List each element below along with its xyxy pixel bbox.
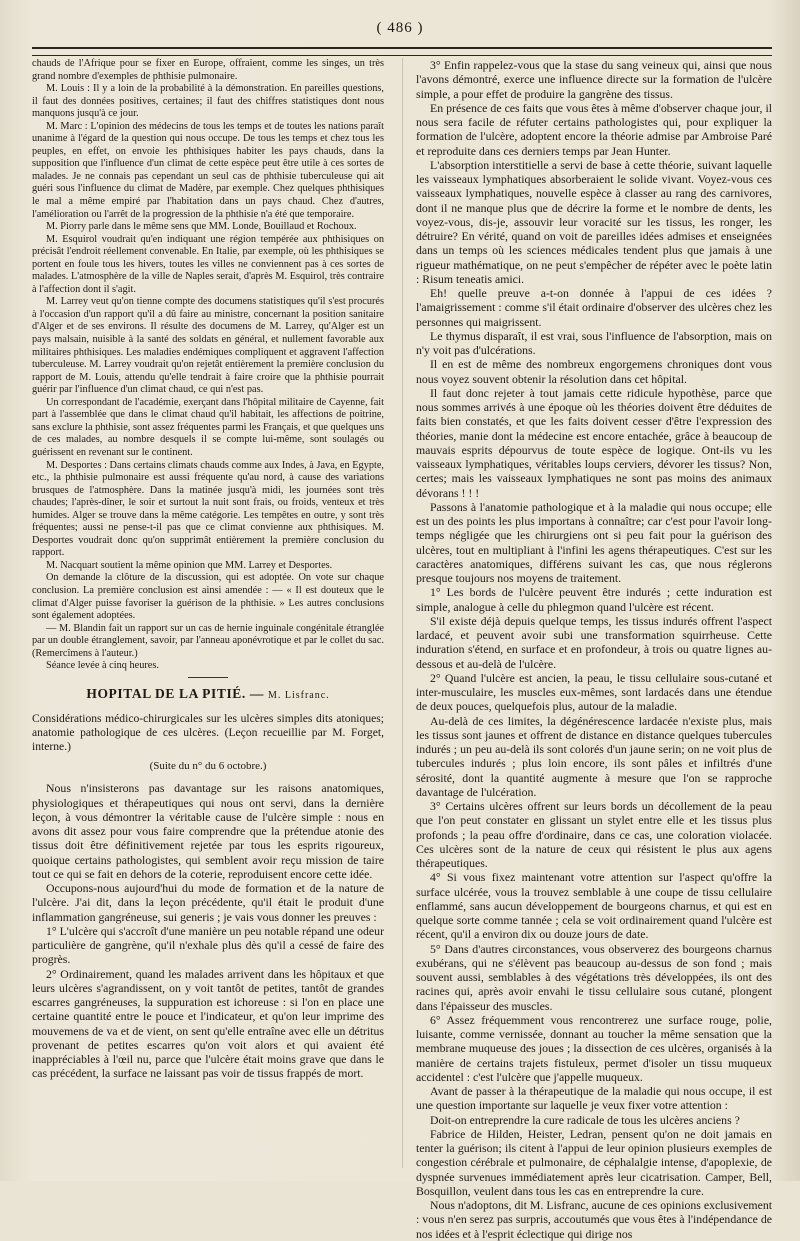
academy-discussion <box>32 58 384 673</box>
paragraph: M. Larrey veut qu'on tienne compte des documens statistiques qu'il s'est procurés à l'occasion d'un rapport qu'il a dû faire au ministre, concernant la position sanitaire d'Alger et de ses environs. Il résulte des documens de M. Larrey, qu'Alger est un pays malsain, nuisible à la santé des soldats en général, et nullement favorable aux militaires phthisiques. Les maladies endémiques compliquent et aggravent l'affection tuberculeuse. M. Larrey voudrait qu'on rejetât entièrement la première conclusion du rapport de M. Louis, attendu qu'elle tendrait à faire croire que la phthisie pourrait guérir par l'influence d'un climat chaud, ce qui n'est pas. <box>32 296 384 396</box>
paragraph: 6° Assez fréquemment vous rencontrerez une surface rouge, polie, luisante, comme vernissée, donnant au toucher la même sensation que la membrane muqueuse des joues ; la dissection de ces ulcères, organisés à la manière de certains trajets fistuleux, permet d'isoler un tissu muqueux accidentel : c'est l'ulcère que j'appelle muqueux. <box>416 1012 772 1084</box>
paragraph: En présence de ces faits que vous êtes à même d'observer chaque jour, il nous sera facile de réfuter certains pathologistes qui, pour expliquer la formation de l'ulcère, adoptent encore la théorie admise par Ambroise Paré et reproduite dans ces derniers temps par Jean Hunter. <box>416 100 772 158</box>
paragraph: Doit-on entreprendre la cure radicale de tous les ulcères anciens ? <box>430 1112 740 1127</box>
paragraph: Avant de passer à la thérapeutique de la maladie qui nous occupe, il est une question importante sur laquelle je veux fixer votre attention : <box>416 1084 772 1113</box>
paragraph: 5° Dans d'autres circonstances, vous observerez des bourgeons charnus exubérans, qui ne s'élèvent pas beaucoup au-dessus de son fond ; mais souvent aussi, semblables à des végétations très développées, ils ont des racines qui, après avoir envahi le tissu cellulaire sous cutané, plongent dans l'épaisseur des muscles. <box>416 941 772 1013</box>
header-rule <box>32 47 772 56</box>
paragraph: 4° Si vous fixez maintenant votre attention sur l'aspect qu'offre la surface ulcérée, vous la trouvez semblable à une coupe de tissu cellulaire enflammé, sans aucun développement de bourgeons charnus, et qui est en quelque sorte comme tannée ; cela se voit ordinairement quand l'ulcère est récent, qu'il a environ dix ou douze jours de date. <box>416 870 772 942</box>
paragraph: M. Louis : Il y a loin de la probabilité à la démonstration. En pareilles questions, il faut des données positives, certaines; il faut des chiffres statistiques dont nous manquons jusqu'à ce jour. <box>32 83 384 120</box>
paragraph: S'il existe déjà depuis quelque temps, les tissus indurés offrent l'aspect lardacé, et peuvent avoir subi une transformation squirrheuse. Cette induration s'étend, en surface et en profondeur, à trois ou quatre lignes au-dessous et au-delà de l'ulcère. <box>416 613 772 671</box>
heading-title: HOPITAL DE LA PITIÉ. — <box>86 685 268 701</box>
article-heading <box>32 686 384 704</box>
paragraph: M. Esquirol voudrait qu'en indiquant une région tempérée aux phthisiques on précisât l'endroit réellement convenable. En Italie, par exemple, où les phthisiques se portent en foule tous les hivers, toutes les villes ne conviennent pas à ces sortes de malades. L'atmosphère de la ville de Naples serait, d'après M. Esquirol, très contraire à l'affection dont il s'agit. <box>32 233 384 295</box>
heading-author: M. Lisfranc. <box>267 689 330 701</box>
paragraph: 2° Ordinairement, quand les malades arrivent dans les hôpitaux et que leurs ulcères s'agrandissent, on y voit tantôt de petites, tantôt de grandes escarres gangréneuses, la suppuration est ichoreuse : si l'on en place une certaine quantité entre le pouce et l'indicateur, et qu'on leur imprime des mouvemens de va et de vient, on sent qu'elle entraîne avec elle un détritus provenant de petites escarres qu'on voit alors et qui avaient été inappréciables à l'œil nu, parce que l'ulcère était moins grave que dans le cas précédent, la surface ne laissant pas voir de tissus frappés de mort. <box>32 966 384 1081</box>
paragraph: Passons à l'anatomie pathologique et à la maladie qui nous occupe; elle est un des points les plus importans à connaître; car c'est pour l'avoir long-temps négligée que les chirurgiens ont si peu fait pour la guérison des ulcères, tout en multipliant à l'infini les agens thérapeutiques. C'est sur les caractères anatomiques, différens suivant les cas, que nous réglerons presque toujours nos moyens de traitement. <box>416 499 772 585</box>
paragraph: Occupons-nous aujourd'hui du mode de formation et de la nature de l'ulcère. J'ai dit, dans la leçon précédente, qu'il était le produit d'une inflammation gangréneuse, sui generis ; je vais vous donner les preuves : <box>32 881 384 924</box>
paragraph: Nous n'insisterons pas davantage sur les raisons anatomiques, physiologiques et thérapeutiques qui nous ont servi, dans la dernière leçon, à vous démontrer la véritable cause de l'ulcère simple : nous en avons dit assez pour vous faire comprendre que la prétendue atonie des tissus doit être définitivement rejetée par tous les esprits rigoureux, quoique certains pathologistes, qui semblent avoir reçu mission de taire tout ce qui se fait en dehors de la coterie, reproduisent encore cette idée. <box>32 781 384 881</box>
article-subtitle: Considérations médico-chirurgicales sur les ulcères simples dits atoniques; anatomie pathologique de ces ulcères. (Leçon recueillie par M. Forget, interne.) <box>32 711 384 753</box>
paragraph: 1° Les bords de l'ulcère peuvent être indurés ; cette induration est simple, analogue à celle du phlegmon quand l'ulcère est récent. <box>416 585 772 614</box>
left-column <box>32 58 384 1081</box>
paragraph: chauds de l'Afrique pour se fixer en Europe, offraient, comme les singes, un très grand nombre d'exemples de phthisie pulmonaire. <box>32 58 384 82</box>
paragraph: M. Desportes : Dans certains climats chauds comme aux Indes, à Java, en Egypte, etc., la phthisie pulmonaire est aussi fréquente qu'au nord, à cause des variations brusques de l'atmosphère. Dans la matinée jusqu'à midi, les journées sont très chaudes; l'après-dîner, le soir et surtout la nuit sont frais, ou froids, venteux et très humides. Alger se trouve dans la même catégorie. Les tempêtes en outre, y sont très fréquentes; aussi ne pense-t-il pas que ce climat convienne aux phthisiques. M. Desportes voudrait donc qu'on supprimât entièrement la première conclusion du rapport. <box>32 459 384 559</box>
paragraph: L'absorption interstitielle a servi de base à cette théorie, suivant laquelle les vaisseaux lymphatiques absorberaient le solide vivant. Voyez-vous ces vaisseaux lymphatiques, nouvelle espèce à classer au rang des carnivores, dont il ne manque plus que de décrire la forme et le nombre de dents, les voyez-vous, dis-je, assouvir leur voracité sur les tissus, les ronger, les détruire? En vérité, quand on voit de pareilles idées admises et enseignées dans un temps où les sciences médicales tendent plus que jamais à une rigueur mathématique, on ne peut s'empêcher de répéter avec le poète latin : Risum teneatis amici. <box>416 157 772 286</box>
paragraph: Il en est de même des nombreux engorgemens chroniques dont vous nous voyez souvent obtenir la résolution dans cet hôpital. <box>416 357 772 386</box>
paragraph: 1° L'ulcère qui s'accroît d'une manière un peu notable répand une odeur particulière de gangrène, qu'il n'exhale plus dès qu'il a cessé de faire des progrès. <box>32 923 384 967</box>
continuation-note: (Suite du n° du 6 octobre.) <box>149 759 267 772</box>
paragraph: Le thymus disparaît, il est vrai, sous l'influence de l'absorption, mais on n'y voit pas d'ulcérations. <box>416 328 772 357</box>
paragraph: — M. Blandin fait un rapport sur un cas de hernie inguinale congénitale étranglée par un double étranglement, savoir, par l'anneau aponévrotique et par le collet du sac. (Remercîmens à l'auteur.) <box>32 622 384 659</box>
paragraph: 3° Certains ulcères offrent sur leurs bords un décollement de la peau que l'on peut constater en glissant un stylet entre elle et les tissus plus profonds ; la peau offre d'ordinaire, dans ce cas, une coloration violacée. Ces ulcères sont de la nature de ceux qui résistent le plus aux agens thérapeutiques. <box>416 799 772 870</box>
paragraph: Un correspondant de l'académie, exerçant dans l'hôpital militaire de Cayenne, fait part à l'assemblée que dans le climat chaud qu'il habitait, les affections de poitrine, sans exclure la phthisie, sont assez fréquentes parmi les Français, et que quelques uns de ces malades, au nombre desquels il se compte lui-même, sont soulagés ou guérissent en revenant sur le continent. <box>32 396 384 458</box>
paragraph: M. Marc : L'opinion des médecins de tous les temps et de toutes les nations paraît unanime à l'égard de la question qui nous occupe. De tous les temps et chez tous les peuples, en effet, on envoie les phthisiques habiter les pays chauds, dans la supposition que l'influence d'un climat de cette espèce peut être utile à ces sortes de malades. Je ne connais pas cependant un seul cas de phthisie tuberculeuse qui ait guéri sous l'influence du climat de Madère, par exemple. Chez quelques phthisiques le mal a même empiré par l'habitation dans un pays chaud. Chez d'autres, l'amélioration ou l'arrêt de la progression de la phthisie n'a été que temporaire. <box>32 120 384 220</box>
section-separator <box>188 677 228 678</box>
paragraph: 3° Enfin rappelez-vous que la stase du sang veineux qui, ainsi que nous l'avons démontré, exerce une influence directe sur la formation de l'ulcère simple, a pour effet de produire la gangrène des tissus. <box>416 58 772 101</box>
page-number: ( 486 ) <box>376 20 424 36</box>
paragraph: Fabrice de Hilden, Heister, Ledran, pensent qu'on ne doit jamais en tenter la guérison; ils citent à l'appui de leur opinion plusieurs exemples de congestion cérébrale et pulmonaire, de céphalalgie intense, d'apoplexie, de dyspnée survenues immédiatement après leur cicatrisation. Camper, Bell, Bosquillon, veulent dans tous les cas en entreprendre la cure. <box>416 1126 772 1198</box>
paragraph: Au-delà de ces limites, la dégénérescence lardacée n'existe plus, mais les tissus sont jaunes et offrent de distance en distance quelques tubercules indurés ; un peu au-delà ils sont colorés d'un jaune serin; on ne voit plus de tubercules indurés ; plus loin encore, ils sont pâles et infiltrés d'une sérosité, dont la quantité augmente à mesure que l'on se rapproche davantage de l'ulcération. <box>416 713 772 799</box>
paragraph: M. Piorry parle dans le même sens que MM. Londe, Bouillaud et Rochoux. <box>46 221 357 233</box>
article-body-left <box>32 781 384 1080</box>
paragraph: On demande la clôture de la discussion, qui est adoptée. On vote sur chaque conclusion. La première conclusion est ainsi amendée : — « Il est douteux que le climat d'Alger puisse favoriser la guérison de la phthisie. » Les autres conclusions sont également adoptées. <box>32 572 384 622</box>
paragraph: Séance levée à cinq heures. <box>46 660 159 672</box>
paragraph: Nous n'adoptons, dit M. Lisfranc, aucune de ces opinions exclusivement : vous n'en serez pas surpris, accoutumés que vous êtes à l'indépendance de nos idées et à l'esprit éclectique qui dirige nos <box>416 1198 772 1241</box>
paragraph: Il faut donc rejeter à tout jamais cette ridicule hypothèse, parce que nous sommes arrivés à une époque où les théories doivent être déduites de faits bien constatés, et que les faits doivent cesser d'être l'expression des théories, manie dont la médecine est encore entachée, grâce à beaucoup de mauvais esprits dépourvus de toute espèce de logique. Ont-ils vu les vaisseaux lymphatiques, véritables loups cerviers, dévorer les tissus? Non, certes; mais les vaisseaux lymphatiques ne sont pas moins des animaux dévorans ! ! ! <box>416 385 772 500</box>
paragraph: 2° Quand l'ulcère est ancien, la peau, le tissu cellulaire sous-cutané et inter-musculaire, les muscles eux-mêmes, sont lardacés dans une étendue de deux pouces, quelquefois plus, autour de la maladie. <box>416 670 772 714</box>
paragraph: M. Nacquart soutient la même opinion que MM. Larrey et Desportes. <box>46 559 333 571</box>
paragraph: Eh! quelle preuve a-t-on donnée à l'appui de ces idées ? l'amaigrissement : comme s'il était ordinaire d'observer des ulcères chez les personnes qui maigrissent. <box>416 286 772 329</box>
column-divider <box>402 58 403 1168</box>
right-column <box>416 58 772 1241</box>
